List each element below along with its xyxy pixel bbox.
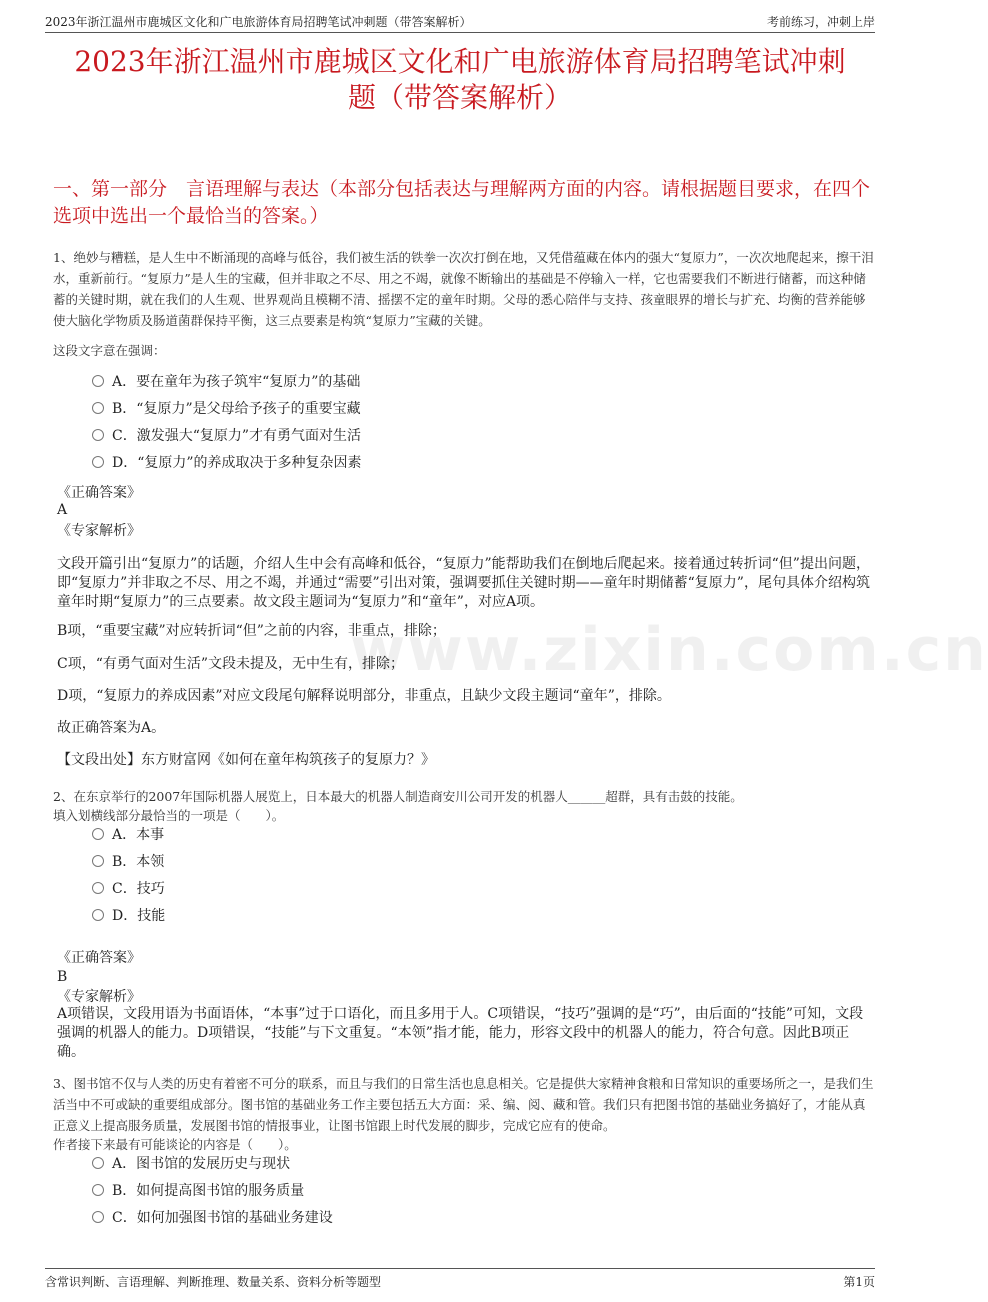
radio-icon[interactable] bbox=[92, 882, 104, 894]
page-footer bbox=[45, 1268, 875, 1291]
section-heading: 一、第一部分 言语理解与表达（本部分包括表达与理解两方面的内容。请根据题目要求，在四个选项中选出一个最恰当的答案。） bbox=[53, 178, 871, 227]
q1-analysis-label: 《专家解析》 bbox=[57, 523, 141, 539]
title-line-1: 2023年浙江温州市鹿城区文化和广电旅游体育局招聘笔试冲刺 bbox=[74, 45, 846, 78]
radio-icon[interactable] bbox=[92, 375, 104, 387]
q1-option-b[interactable]: B．“复原力”是父母给予孩子的重要宝藏 bbox=[92, 396, 362, 423]
q1-option-d[interactable]: D．“复原力”的养成取决于多种复杂因素 bbox=[92, 450, 362, 477]
radio-icon[interactable] bbox=[92, 402, 104, 414]
q1-prompt: 这段文字意在强调： bbox=[53, 343, 166, 358]
q2-analysis: A项错误，文段用语为书面语体，“本事”过于口语化，而且多用于人。C项错误，“技巧”强调的是“巧”，由后面的“技能”可知，文段强调的机器人的能力。D项错误，“技能”与下文重复。“本领”指才能，能力，形容文段中的机器人的能力，符合句意。因此B项正确。 bbox=[57, 1006, 864, 1060]
q1-stem: 1、绝妙与糟糕，是人生中不断涌现的高峰与低谷，我们被生活的铁拳一次次打倒在地，又凭借蕴藏在体内的强大“复原力”，一次次地爬起来，擦干泪水，重新前行。“复原力”是人生的宝藏，但并非取之不尽、用之不竭，就像不断输出的基础是不停输入一样，它也需要我们不断进行储蓄，而这种储蓄的关键时期，就在我们的人生观、世界观尚且模糊不清、摇摆不定的童年时期。父母的悉心陪伴与支持、孩童眼界的增长与扩充、均衡的营养能够使大脑化学物质及肠道菌群保持平衡，这三点要素是构筑“复原力”宝藏的关键。 bbox=[53, 250, 874, 328]
footer-description: 含常识判断、言语理解、判断推理、数量关系、资料分析等题型 bbox=[45, 1275, 382, 1289]
q1-conclusion: 故正确答案为A。 bbox=[57, 720, 166, 736]
q2-analysis-label: 《专家解析》 bbox=[57, 989, 141, 1005]
page-header bbox=[45, 10, 875, 33]
watermark: www.zixin.com.cn bbox=[350, 615, 988, 685]
q1-analysis-d: D项，“复原力的养成因素”对应文段尾句解释说明部分，非重点，且缺少文段主题词“童年”，排除。 bbox=[57, 688, 671, 704]
q2-option-d[interactable]: D．技能 bbox=[92, 903, 165, 930]
q2-option-c[interactable]: C．技巧 bbox=[92, 876, 165, 903]
q3-prompt: 作者接下来最有可能谈论的内容是（ ）。 bbox=[53, 1137, 297, 1152]
radio-icon[interactable] bbox=[92, 1184, 104, 1196]
header-doc-title: 2023年浙江温州市鹿城区文化和广电旅游体育局招聘笔试冲刺题（带答案解析） bbox=[45, 15, 472, 29]
q2-options bbox=[92, 822, 165, 930]
q1-answer-label: 《正确答案》 bbox=[57, 485, 141, 501]
q1-options bbox=[92, 369, 362, 477]
title-line-2: 题（带答案解析） bbox=[347, 81, 572, 114]
radio-icon[interactable] bbox=[92, 1211, 104, 1223]
page-title bbox=[40, 44, 880, 116]
q3-option-a[interactable]: A．图书馆的发展历史与现状 bbox=[92, 1151, 333, 1178]
q2-stem: 2、在东京举行的2007年国际机器人展览上，日本最大的机器人制造商安川公司开发的机器人______超群，具有击鼓的技能。 bbox=[53, 789, 743, 804]
q1-analysis-c: C项，“有勇气面对生活”文段未提及，无中生有，排除； bbox=[57, 656, 405, 672]
radio-icon[interactable] bbox=[92, 828, 104, 840]
radio-icon[interactable] bbox=[92, 456, 104, 468]
q2-answer-label: 《正确答案》 bbox=[57, 950, 141, 966]
page-number: 第1页 bbox=[843, 1275, 875, 1289]
q2-option-a[interactable]: A．本事 bbox=[92, 822, 165, 849]
q2-answer: B bbox=[57, 969, 68, 985]
q2-option-b[interactable]: B．本领 bbox=[92, 849, 165, 876]
q3-option-c[interactable]: C．如何加强图书馆的基础业务建设 bbox=[92, 1205, 333, 1232]
q2-prompt: 填入划横线部分最恰当的一项是（ ）。 bbox=[53, 808, 285, 823]
q3-option-b[interactable]: B．如何提高图书馆的服务质量 bbox=[92, 1178, 333, 1205]
radio-icon[interactable] bbox=[92, 855, 104, 867]
q1-analysis-b: B项，“重要宝藏”对应转折词“但”之前的内容，非重点，排除； bbox=[57, 623, 446, 639]
q1-analysis-main: 文段开篇引出“复原力”的话题，介绍人生中会有高峰和低谷，“复原力”能帮助我们在倒地后爬起来。接着通过转折词“但”提出问题，即“复原力”并非取之不尽、用之不竭，并通过“需要”引出对策，强调要抓住关键时期——童年时期储蓄“复原力”，尾句具体介绍构筑童年时期“复原力”的三点要素。故文段主题词为“复原力”和“童年”，对应A项。 bbox=[57, 556, 870, 610]
q1-option-c[interactable]: C．激发强大“复原力”才有勇气面对生活 bbox=[92, 423, 362, 450]
radio-icon[interactable] bbox=[92, 1157, 104, 1169]
q3-options bbox=[92, 1151, 333, 1232]
header-slogan: 考前练习，冲刺上岸 bbox=[766, 15, 875, 29]
q1-answer: A bbox=[57, 502, 68, 518]
radio-icon[interactable] bbox=[92, 909, 104, 921]
q3-stem: 3、图书馆不仅与人类的历史有着密不可分的联系，而且与我们的日常生活也息息相关。它是提供大家精神食粮和日常知识的重要场所之一，是我们生活当中不可或缺的重要组成部分。图书馆的基础业务工作主要包括五大方面：采、编、阅、藏和管。我们只有把图书馆的基础业务搞好了，才能从真正意义上提高服务质量，发展图书馆的情报事业，让图书馆跟上时代发展的脚步，完成它应有的使命。 bbox=[53, 1076, 874, 1133]
q1-source: 【文段出处】东方财富网《如何在童年构筑孩子的复原力？》 bbox=[57, 752, 435, 768]
q1-option-a[interactable]: A．要在童年为孩子筑牢“复原力”的基础 bbox=[92, 369, 362, 396]
radio-icon[interactable] bbox=[92, 429, 104, 441]
